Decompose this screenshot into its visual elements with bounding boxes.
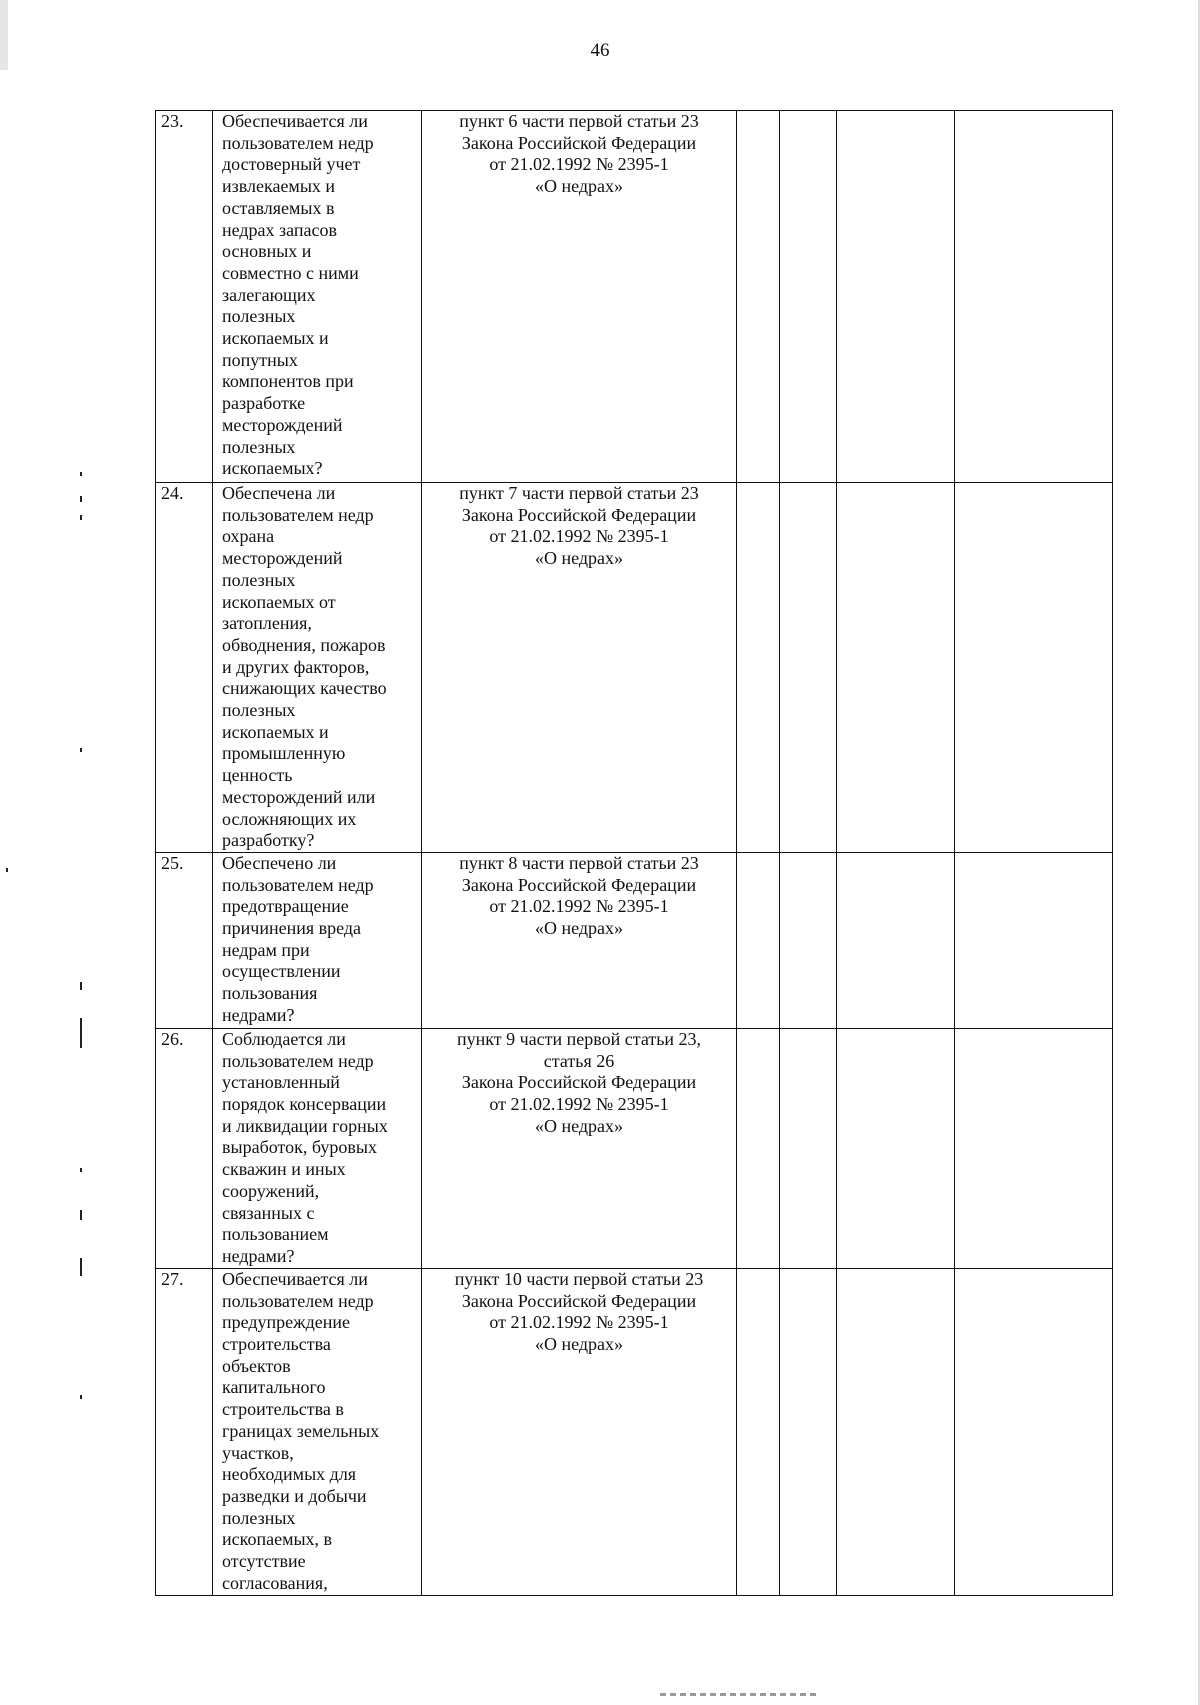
margin-mark [80,472,82,476]
margin-mark [80,982,82,990]
legal-line: «О недрах» [534,548,624,569]
margin-marks [0,0,100,1705]
question-line: компонентов при [222,371,354,392]
legal-line: пункт 8 части первой статьи 23 [459,852,699,873]
question-line: осложняющих их [222,808,357,829]
legal-line: Закона Российской Федерации [461,1072,697,1093]
margin-mark [6,868,8,872]
question-line: Соблюдается ли [222,1028,346,1049]
question-line: установленный [222,1072,340,1093]
question-line: пользователем недр [222,504,374,525]
answer-na-cell[interactable] [837,1028,955,1268]
question-line: разведки и добычи [222,1485,367,1506]
legal-line: от 21.02.1992 № 2395-1 [489,896,669,917]
legal-line: от 21.02.1992 № 2395-1 [489,1094,669,1115]
question-line: полезных [222,436,296,457]
question-line: недрами? [222,1004,295,1025]
question-line: оставляемых в [222,197,335,218]
question-line: месторождений или [222,786,376,807]
legal-line: статья 26 [543,1050,615,1071]
answer-no-cell[interactable] [780,111,837,483]
question-line: ископаемых? [222,458,323,479]
question-line: недрами? [222,1245,295,1266]
question-line: попутных [222,349,298,370]
question-line: пользователем недр [222,132,374,153]
note-cell[interactable] [955,483,1113,853]
answer-yes-cell[interactable] [737,111,780,483]
question-line: пользования [222,983,318,1004]
legal-line: от 21.02.1992 № 2395-1 [489,526,669,547]
legal-line: «О недрах» [534,176,624,197]
question-line: Обеспечено ли [222,852,337,873]
question-line: пользователем недр [222,1050,374,1071]
margin-mark [80,1395,82,1399]
checklist-table [155,110,1113,1596]
margin-mark [80,515,82,520]
table-row [156,852,1113,1028]
margin-mark [80,1210,82,1220]
legal-reference-cell [422,111,737,483]
question-line: обводнения, пожаров [222,634,386,655]
question-line: Обеспечена ли [222,483,336,503]
page-number: 46 [590,40,610,61]
table-row [156,111,1113,483]
question-line: предотвращение [222,896,349,917]
answer-yes-cell[interactable] [737,852,780,1028]
answer-na-cell[interactable] [837,111,955,483]
question-line: объектов [222,1355,291,1376]
question-line: пользованием [222,1224,329,1245]
margin-mark [80,1018,82,1048]
question-line: скважин и иных [222,1159,346,1180]
question-line: ископаемых и [222,328,329,349]
question-cell [213,852,422,1028]
answer-na-cell[interactable] [837,483,955,853]
question-cell [213,111,422,483]
question-line: полезных [222,700,296,721]
answer-no-cell[interactable] [780,1268,837,1595]
question-line: порядок консервации [222,1094,387,1115]
question-line: согласования, [222,1572,328,1593]
question-line: связанных с [222,1202,315,1223]
question-line: промышленную [222,743,346,764]
question-line: ископаемых и [222,721,329,742]
question-line: достоверный учет [222,154,361,175]
question-line: затопления, [222,613,312,634]
question-line: осуществлении [222,961,341,982]
note-cell[interactable] [955,111,1113,483]
legal-line: пункт 7 части первой статьи 23 [459,483,699,503]
question-line: основных и [222,241,312,262]
question-line: ископаемых, в [222,1529,333,1550]
answer-yes-cell[interactable] [737,1268,780,1595]
answer-na-cell[interactable] [837,852,955,1028]
row-number: 24. [156,483,213,853]
legal-reference-cell [422,1268,737,1595]
note-cell[interactable] [955,1028,1113,1268]
row-number: 23. [156,111,213,483]
margin-mark [80,1258,82,1276]
question-line: залегающих [222,284,316,305]
table-row [156,1268,1113,1595]
question-line: строительства в [222,1399,344,1420]
legal-line: «О недрах» [534,918,624,939]
row-number: 25. [156,852,213,1028]
margin-mark [80,748,82,752]
question-line: снижающих качество [222,678,387,699]
question-line: совместно с ними [222,262,359,283]
answer-no-cell[interactable] [780,1028,837,1268]
question-line: недрах запасов [222,219,338,240]
legal-line: «О недрах» [534,1115,624,1136]
margin-mark [80,1168,82,1172]
question-line: отсутствие [222,1551,306,1572]
question-line: причинения вреда [222,918,362,939]
question-line: полезных [222,569,296,590]
question-line: разработку? [222,830,315,851]
answer-na-cell[interactable] [837,1268,955,1595]
question-line: полезных [222,1507,296,1528]
legal-line: «О недрах» [534,1334,624,1355]
question-line: разработке [222,393,306,414]
table-body [156,111,1113,1596]
legal-reference-cell [422,1028,737,1268]
question-line: пользователем недр [222,874,374,895]
note-cell[interactable] [955,1268,1113,1595]
table-row [156,483,1113,853]
answer-no-cell[interactable] [780,483,837,853]
question-line: пользователем недр [222,1290,374,1311]
legal-line: Закона Российской Федерации [461,1290,697,1311]
question-line: и других факторов, [222,656,370,677]
question-line: Обеспечивается ли [222,111,368,131]
answer-yes-cell[interactable] [737,1028,780,1268]
question-line: выработок, буровых [222,1137,377,1158]
question-cell [213,1268,422,1595]
question-line: сооружений, [222,1180,320,1201]
answer-yes-cell[interactable] [737,483,780,853]
legal-reference-cell [422,852,737,1028]
question-line: капитального [222,1377,326,1398]
question-line: и ликвидации горных [222,1115,388,1136]
legal-line: пункт 9 части первой статьи 23, [456,1028,702,1049]
question-line: полезных [222,306,296,327]
row-number: 27. [156,1268,213,1595]
row-number: 26. [156,1028,213,1268]
legal-line: от 21.02.1992 № 2395-1 [489,1312,669,1333]
answer-no-cell[interactable] [780,852,837,1028]
legal-line: от 21.02.1992 № 2395-1 [489,154,669,175]
legal-line: пункт 10 части первой статьи 23 [454,1268,704,1289]
question-line: границах земельных [222,1420,380,1441]
question-line: Обеспечивается ли [222,1268,368,1289]
question-line: ископаемых от [222,591,336,612]
question-line: недрам при [222,939,310,960]
question-line: строительства [222,1334,331,1355]
question-cell [213,483,422,853]
scan-smudge [660,1693,820,1696]
question-line: участков, [222,1442,294,1463]
legal-line: Закона Российской Федерации [461,132,697,153]
table-row [156,1028,1113,1268]
question-line: необходимых для [222,1464,357,1485]
note-cell[interactable] [955,852,1113,1028]
question-line: ценность [222,765,293,786]
legal-line: Закона Российской Федерации [461,874,697,895]
question-line: охрана [222,526,275,547]
question-line: извлекаемых и [222,176,336,197]
question-line: месторождений [222,548,343,569]
legal-line: пункт 6 части первой статьи 23 [459,111,699,131]
legal-reference-cell [422,483,737,853]
legal-line: Закона Российской Федерации [461,504,697,525]
question-line: месторождений [222,414,343,435]
question-line: предупреждение [222,1312,351,1333]
margin-mark [80,496,82,502]
question-cell [213,1028,422,1268]
